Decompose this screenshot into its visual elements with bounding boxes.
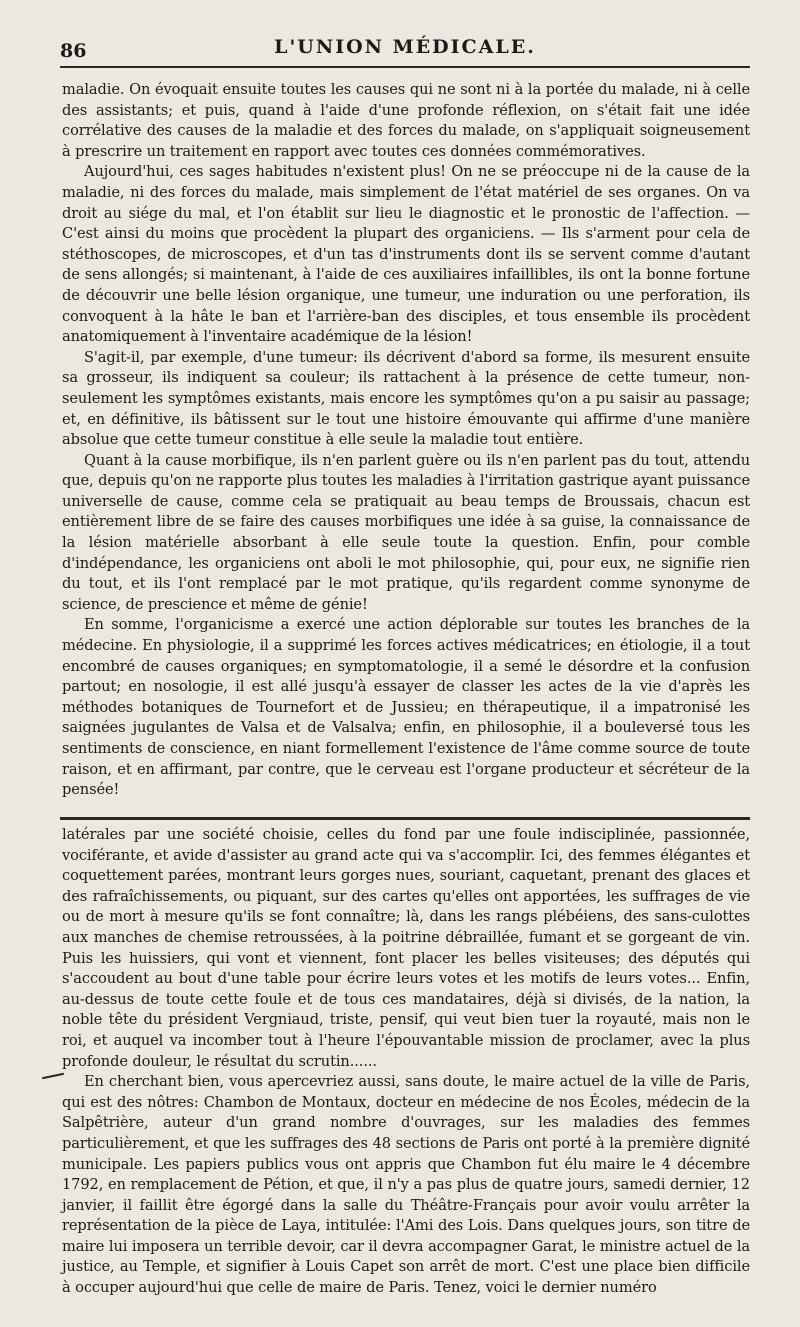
header-rule bbox=[60, 66, 750, 68]
page-header bbox=[60, 30, 750, 66]
article-paragraph: S'agit-il, par exemple, d'une tumeur: ils décrivent d'abord sa forme, ils mesurent ensuite sa grosseur, ils indiquent sa couleur; ils rattachent à la présence de cette tumeur, non-seulement les symptômes existants, mais encore les symptômes qu'on a pu saisir au passage; et, en définitive, ils bâtissent sur le tout une histoire émouvante qui affirme d'une manière absolue que cette tumeur constitue à elle seule la maladie tout entière. bbox=[62, 348, 750, 449]
feuilleton-paragraph: latérales par une société choisie, celles du fond par une foule indisciplinée, passionnée, vociférante, et avide d'assister au grand acte qui va s'accomplir. Ici, des femmes élégantes et coquettement parées, montrant leurs gorges nues, souriant, caquetant, prenant des glaces et des rafraîchissements, ou piquant, sur des cartes qu'elles ont apportées, les suffrages de vie ou de mort à mesure qu'ils se font connaître; là, dans les rangs plébéiens, des sans-culottes aux manches de chemise retroussées, à la poitrine débraillée, fumant et se gorgeant de vin. Puis les huissiers, qui vont et viennent, font placer les belles visiteuses; des députés qui s'accoudent au bout d'une table pour écrire leurs votes et les motifs de leurs votes... Enfin, au-dessus de toute cette foule et de tous ces mandataires, déjà si divisés, de la nation, la noble tête du président Vergniaud, triste, pensif, qui veut bien tuer la royauté, mais non le roi, et auquel va incomber tout à l'heure l'épouvantable mission de proclamer, avec la plus profonde douleur, le résultat du scrutin...... bbox=[62, 826, 750, 1070]
article-paragraph: Aujourd'hui, ces sages habitudes n'existent plus! On ne se préoccupe ni de la cause de la maladie, ni des forces du malade, mais simplement de l'état matériel de ses organes. On va droit au siége du mal, et l'on établit sur lieu le diagnostic et le pronostic de l'affection. — C'est ainsi du moins que procèdent la plupart des organiciens. — Ils s'arment pour cela de stéthoscopes, de microscopes, et d'un tas d'instruments dont ils se servent comme d'autant de sens allongés; si maintenant, à l'aide de ces auxiliaires infaillibles, ils ont la bonne fortune de découvrir une belle lésion organique, une tumeur, une induration ou une perforation, ils convoquent à la hâte le ban et l'arrière-ban des disciples, et tous ensemble ils procèdent anatomiquement à l'inventaire académique de la lésion! bbox=[62, 163, 750, 346]
margin-pen-mark bbox=[42, 1073, 64, 1080]
main-article bbox=[62, 80, 750, 801]
feuilleton-section bbox=[62, 825, 750, 1299]
feuilleton-divider bbox=[60, 817, 750, 820]
page-number: 86 bbox=[60, 40, 87, 62]
article-paragraph: En somme, l'organicisme a exercé une action déplorable sur toutes les branches de la médecine. En physiologie, il a supprimé les forces actives médicatrices; en étiologie, il a tout encombré de causes organiques; en symptomatologie, il a semé le désordre et la confusion partout; en nosologie, il est allé jusqu'à essayer de classer les actes de la vie d'après les méthodes botaniques de Tournefort et de Jussieu; en thérapeutique, il a impatronisé les saignées jugulantes de Valsa et de Valsalva; enfin, en philosophie, il a bouleversé tous les sentiments de conscience, en niant formellement l'existence de l'âme comme source de toute raison, et en affirmant, par contre, que le cerveau est l'organe producteur et sécréteur de la pensée! bbox=[62, 616, 750, 799]
journal-title: L'UNION MÉDICALE. bbox=[274, 36, 536, 58]
article-paragraph: maladie. On évoquait ensuite toutes les causes qui ne sont ni à la portée du malade, ni à celle des assistants; et puis, quand à l'aide d'une profonde réflexion, on s'était fait une idée corrélative des causes de la maladie et des forces du malade, on s'appliquait soigneusement à prescrire un traitement en rapport avec toutes ces données commémoratives. bbox=[62, 81, 750, 160]
feuilleton-paragraph: En cherchant bien, vous apercevriez aussi, sans doute, le maire actuel de la ville de Paris, qui est des nôtres: Chambon de Montaux, docteur en médecine de nos Écoles, médecin de la Salpêtrière, auteur d'un grand nombre d'ouvrages, sur les maladies des femmes particulièrement, et que les suffrages des 48 sections de Paris ont porté à la première dignité municipale. Les papiers publics vous ont appris que Chambon fut élu maire le 4 décembre 1792, en remplacement de Pétion, et que, il n'y a pas plus de quatre jours, samedi dernier, 12 janvier, il faillit être égorgé dans la salle du Théâtre-Français pour avoir voulu arrêter la représentation de la pièce de Laya, intitulée: l'Ami des Lois. Dans quelques jours, son titre de maire lui imposera un terrible devoir, car il devra accompagner Garat, le ministre actuel de la justice, au Temple, et signifier à Louis Capet son arrêt de mort. C'est une place bien difficile à occuper aujourd'hui que celle de maire de Paris. Tenez, voici le dernier numéro bbox=[62, 1073, 750, 1297]
article-paragraph: Quant à la cause morbifique, ils n'en parlent guère ou ils n'en parlent pas du tout, attendu que, depuis qu'on ne rapporte plus toutes les maladies à l'irritation gastrique ayant puissance universelle de cause, comme cela se pratiquait au beau temps de Broussais, chacun est entièrement libre de se faire des causes morbifiques une idée à sa guise, la connaissance de la lésion matérielle absorbant à elle seule toute la question. Enfin, pour comble d'indépendance, les organiciens ont aboli le mot philosophie, qui, pour eux, ne signifie rien du tout, et ils l'ont remplacé par le mot pratique, qu'ils regardent comme synonyme de science, de prescience et même de génie! bbox=[62, 451, 750, 613]
